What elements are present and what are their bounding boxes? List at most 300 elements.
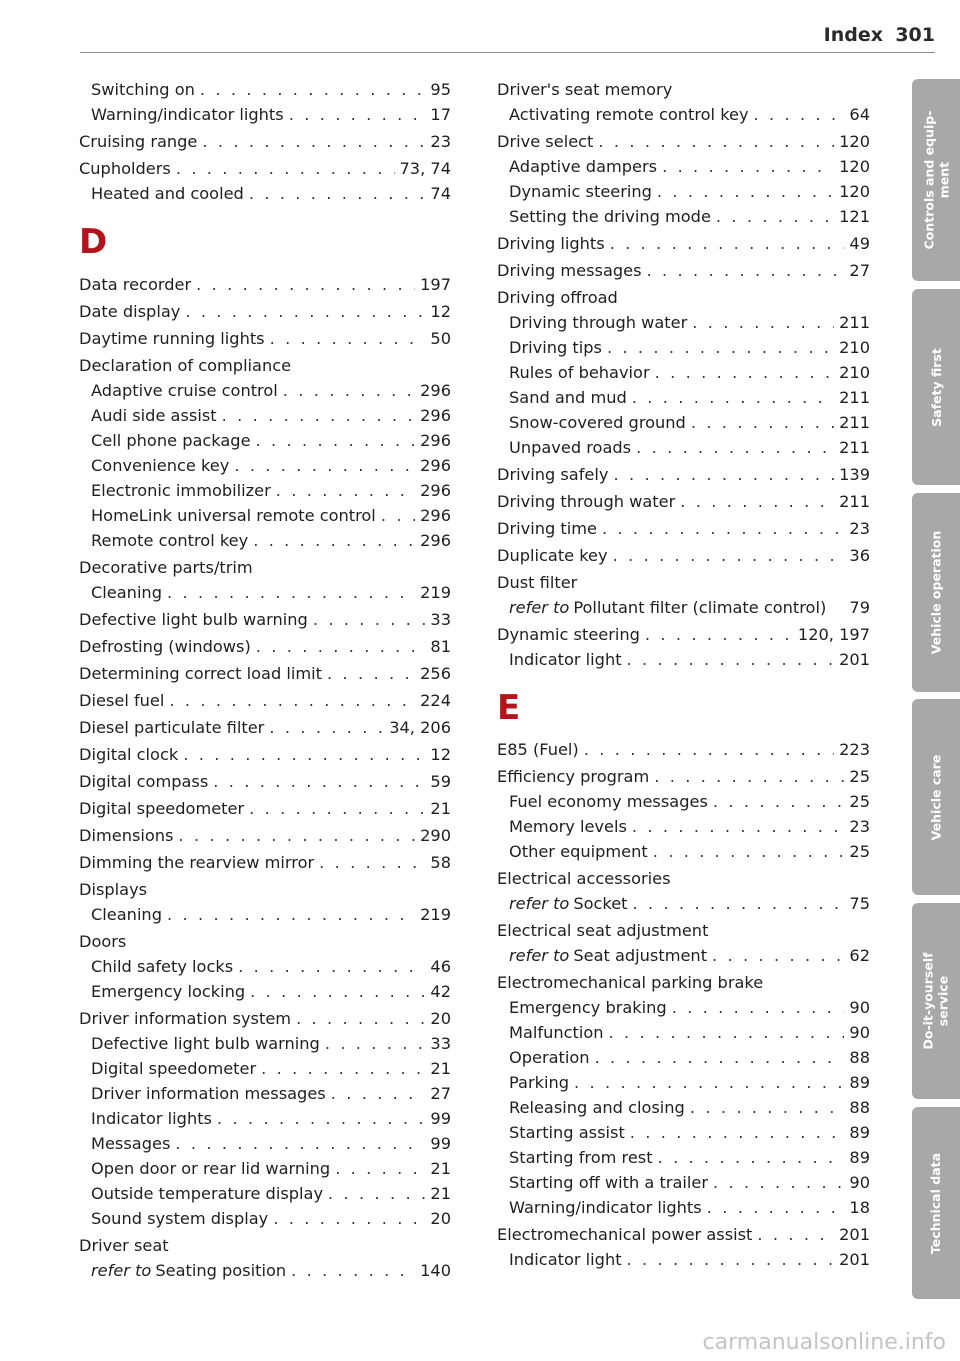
leader-dots <box>707 1195 845 1220</box>
index-term: Adaptive dampers <box>509 157 658 176</box>
leader-dots <box>249 181 426 206</box>
index-subentry[interactable] <box>497 647 870 672</box>
index-term: Digital clock <box>79 745 179 764</box>
leader-dots <box>273 1206 425 1231</box>
index-entry[interactable] <box>79 326 451 351</box>
leader-dots <box>335 1156 425 1181</box>
chapter-tab[interactable] <box>912 493 960 692</box>
index-term: Setting the driving mode <box>509 207 711 226</box>
index-term: Diesel fuel <box>79 691 165 710</box>
index-term: Dynamic steering <box>497 625 640 644</box>
page-reference: 296 <box>420 481 451 500</box>
leader-dots <box>716 204 834 229</box>
page-reference: 25 <box>849 792 870 811</box>
index-entry[interactable] <box>497 516 870 541</box>
page-reference: 211 <box>839 438 870 457</box>
index-term: Audi side assist <box>91 406 217 425</box>
page-reference: 197 <box>420 275 451 294</box>
index-entry[interactable] <box>79 129 451 154</box>
leader-dots <box>713 1170 844 1195</box>
index-entry[interactable] <box>497 866 870 891</box>
index-entry[interactable] <box>497 285 870 310</box>
index-term: Electromechanical power assist <box>497 1225 753 1244</box>
page-reference: 36 <box>849 546 870 565</box>
page-reference: 120 <box>839 132 870 151</box>
index-subentry[interactable] <box>497 1145 870 1170</box>
cross-reference-label: refer to <box>509 894 570 913</box>
chapter-tab[interactable] <box>912 289 960 485</box>
index-entry[interactable] <box>79 353 451 378</box>
leader-dots <box>602 516 844 541</box>
page-reference: 89 <box>849 1148 870 1167</box>
index-term: Driving time <box>497 519 597 538</box>
page-reference: 50 <box>430 329 451 348</box>
leader-dots <box>313 607 426 632</box>
index-term: Driver's seat memory <box>497 80 673 99</box>
leader-dots <box>645 622 793 647</box>
page-reference: 120 <box>839 182 870 201</box>
leader-dots <box>331 1081 426 1106</box>
index-subentry[interactable] <box>497 891 870 916</box>
chapter-tab[interactable] <box>912 903 960 1099</box>
leader-dots <box>595 1045 845 1070</box>
leader-dots <box>598 129 834 154</box>
index-entry[interactable] <box>79 156 451 181</box>
index-entry[interactable] <box>79 1006 451 1031</box>
index-term: Dust filter <box>497 573 578 592</box>
page-reference: 121 <box>839 207 870 226</box>
index-term: Seating position <box>155 1261 287 1280</box>
index-subentry[interactable] <box>497 179 870 204</box>
index-entry[interactable] <box>497 622 870 647</box>
index-entry[interactable] <box>79 634 451 659</box>
page-reference: 296 <box>420 456 451 475</box>
index-entry[interactable] <box>497 570 870 595</box>
leader-dots <box>196 272 415 297</box>
page-reference: 73, 74 <box>399 159 451 178</box>
leader-dots <box>658 1145 845 1170</box>
chapter-tab[interactable] <box>912 1107 960 1299</box>
page-reference: 99 <box>430 1134 451 1153</box>
index-subentry[interactable] <box>497 385 870 410</box>
leader-dots <box>261 1056 425 1081</box>
index-term: Indicator light <box>509 650 622 669</box>
index-subentry[interactable] <box>497 814 870 839</box>
index-entry[interactable] <box>79 1233 451 1258</box>
index-subentry[interactable] <box>497 102 870 127</box>
index-subentry[interactable] <box>79 478 451 503</box>
index-term: Declaration of compliance <box>79 356 292 375</box>
index-subentry[interactable] <box>497 595 870 620</box>
index-term: Adaptive cruise control <box>91 381 278 400</box>
index-term: Electrical accessories <box>497 869 671 888</box>
leader-dots <box>627 1247 835 1272</box>
index-entry[interactable] <box>79 796 451 821</box>
index-term: Other equipment <box>509 842 648 861</box>
index-entry[interactable] <box>497 737 870 762</box>
page-reference: 12 <box>430 745 451 764</box>
chapter-tab[interactable] <box>912 699 960 895</box>
leader-dots <box>283 378 415 403</box>
index-term: Electrical seat adjustment <box>497 921 709 940</box>
index-term: Starting assist <box>509 1123 625 1142</box>
index-entry[interactable] <box>79 769 451 794</box>
page-header <box>80 22 935 53</box>
leader-dots <box>636 435 834 460</box>
index-term: Digital speedometer <box>91 1059 257 1078</box>
page-reference: 99 <box>430 1109 451 1128</box>
index-subentry[interactable] <box>79 77 451 102</box>
leader-dots <box>647 258 845 283</box>
index-subentry[interactable] <box>497 204 870 229</box>
index-term: Fuel economy messages <box>509 792 708 811</box>
leader-dots <box>213 769 425 794</box>
page-reference: 59 <box>430 772 451 791</box>
leader-dots <box>296 1006 425 1031</box>
index-entry[interactable] <box>497 77 870 102</box>
index-term: Driver seat <box>79 1236 169 1255</box>
page-reference: 20 <box>430 1009 451 1028</box>
section-letter: E <box>497 688 521 728</box>
leader-dots <box>574 1070 844 1095</box>
chapter-tab-label: Vehicle operation <box>928 530 944 655</box>
index-subentry[interactable] <box>497 310 870 335</box>
page-reference: 88 <box>849 1048 870 1067</box>
page-reference: 211 <box>839 313 870 332</box>
index-term: Cupholders <box>79 159 171 178</box>
index-subentry[interactable] <box>497 1020 870 1045</box>
index-entry[interactable] <box>497 231 870 256</box>
leader-dots <box>657 179 834 204</box>
index-subentry[interactable] <box>79 1106 451 1131</box>
chapter-tab[interactable] <box>912 79 960 281</box>
index-term: Driving through water <box>497 492 676 511</box>
leader-dots <box>584 737 834 762</box>
page-reference: 89 <box>849 1123 870 1142</box>
index-term: Emergency braking <box>509 998 667 1017</box>
index-subentry[interactable] <box>497 1170 870 1195</box>
index-term: Socket <box>573 894 628 913</box>
index-subentry[interactable] <box>497 360 870 385</box>
index-term: Malfunction <box>509 1023 604 1042</box>
leader-dots <box>613 543 845 568</box>
index-term: Efficiency program <box>497 767 650 786</box>
leader-dots <box>319 850 425 875</box>
index-term: Convenience key <box>91 456 230 475</box>
index-term: Daytime running lights <box>79 329 265 348</box>
index-entry[interactable] <box>79 607 451 632</box>
page-reference: 296 <box>420 531 451 550</box>
page-reference: 25 <box>849 842 870 861</box>
index-term: Cleaning <box>91 583 162 602</box>
page-reference: 219 <box>420 583 451 602</box>
index-subentry[interactable] <box>497 839 870 864</box>
page-reference: 79 <box>849 598 870 617</box>
index-subentry[interactable] <box>497 1120 870 1145</box>
page-reference: 139 <box>839 465 870 484</box>
index-term: Dynamic steering <box>509 182 652 201</box>
page-reference: 20 <box>430 1209 451 1228</box>
index-subentry[interactable] <box>79 1131 451 1156</box>
page-reference: 27 <box>430 1084 451 1103</box>
leader-dots <box>381 503 415 528</box>
leader-dots <box>217 1106 425 1131</box>
index-subentry[interactable] <box>497 1195 870 1220</box>
index-term: Starting from rest <box>509 1148 653 1167</box>
index-term: Pollutant filter (climate control) <box>573 598 827 617</box>
leader-dots <box>175 1131 425 1156</box>
page-reference: 21 <box>430 1159 451 1178</box>
page-reference: 296 <box>420 406 451 425</box>
leader-dots <box>627 647 835 672</box>
page-reference: 88 <box>849 1098 870 1117</box>
index-term: Memory levels <box>509 817 627 836</box>
index-term: Emergency locking <box>91 982 246 1001</box>
page-reference: 25 <box>849 767 870 786</box>
index-term: Outside temperature display <box>91 1184 324 1203</box>
index-subentry[interactable] <box>79 102 451 127</box>
leader-dots <box>249 796 425 821</box>
page-reference: 90 <box>849 1173 870 1192</box>
page-number: 301 <box>895 24 935 46</box>
page-reference: 90 <box>849 1023 870 1042</box>
index-entry[interactable] <box>497 462 870 487</box>
leader-dots <box>167 902 415 927</box>
index-entry[interactable] <box>79 742 451 767</box>
index-term: Defective light bulb warning <box>79 610 308 629</box>
index-entry[interactable] <box>497 489 870 514</box>
leader-dots <box>613 462 834 487</box>
leader-dots <box>691 410 834 435</box>
index-subentry[interactable] <box>497 943 870 968</box>
leader-dots <box>754 102 845 127</box>
leader-dots <box>328 1181 425 1206</box>
leader-dots <box>713 789 845 814</box>
index-term: Starting off with a trailer <box>509 1173 709 1192</box>
index-term: Defrosting (windows) <box>79 637 251 656</box>
index-term: Driving through water <box>509 313 688 332</box>
index-subentry[interactable] <box>79 453 451 478</box>
page-reference: 210 <box>839 363 870 382</box>
index-subentry[interactable] <box>497 435 870 460</box>
index-subentry[interactable] <box>79 1156 451 1181</box>
page-reference: 296 <box>420 431 451 450</box>
page-reference: 90 <box>849 998 870 1017</box>
index-term: Remote control key <box>91 531 249 550</box>
chapter-tab-label: Technical data <box>928 1152 944 1254</box>
index-subentry[interactable] <box>79 902 451 927</box>
index-term: Messages <box>91 1134 171 1153</box>
leader-dots <box>234 453 415 478</box>
index-entry[interactable] <box>79 299 451 324</box>
leader-dots <box>269 715 384 740</box>
leader-dots <box>222 403 415 428</box>
index-term: Cruising range <box>79 132 198 151</box>
index-subentry[interactable] <box>79 528 451 553</box>
index-subentry[interactable] <box>79 503 451 528</box>
page-reference: 296 <box>420 381 451 400</box>
index-term: Displays <box>79 880 148 899</box>
index-subentry[interactable] <box>497 1070 870 1095</box>
index-entry[interactable] <box>79 823 451 848</box>
leader-dots <box>680 489 834 514</box>
index-subentry[interactable] <box>79 954 451 979</box>
index-subentry[interactable] <box>497 154 870 179</box>
index-entry[interactable] <box>79 555 451 580</box>
page-reference: 211 <box>839 388 870 407</box>
index-subentry[interactable] <box>497 789 870 814</box>
leader-dots <box>202 129 425 154</box>
index-term: Diesel particulate filter <box>79 718 265 737</box>
index-entry[interactable] <box>79 877 451 902</box>
leader-dots <box>327 661 415 686</box>
index-subentry[interactable] <box>497 1095 870 1120</box>
page-reference: 46 <box>430 957 451 976</box>
page-reference: 17 <box>430 105 451 124</box>
index-term: Decorative parts/trim <box>79 558 253 577</box>
index-term: Cell phone package <box>91 431 251 450</box>
page-reference: 42 <box>430 982 451 1001</box>
leader-dots <box>607 335 834 360</box>
page-reference: 64 <box>849 105 870 124</box>
index-subentry[interactable] <box>79 378 451 403</box>
leader-dots <box>250 979 425 1004</box>
page-reference: 140 <box>420 1261 451 1280</box>
leader-dots <box>692 310 834 335</box>
leader-dots <box>757 1222 834 1247</box>
leader-dots <box>176 156 395 181</box>
index-term: Parking <box>509 1073 570 1092</box>
page-reference: 219 <box>420 905 451 924</box>
index-entry[interactable] <box>497 970 870 995</box>
index-subentry[interactable] <box>79 1181 451 1206</box>
index-subentry[interactable] <box>497 335 870 360</box>
index-term: Driving lights <box>497 234 605 253</box>
index-term: Drive select <box>497 132 594 151</box>
index-subentry[interactable] <box>79 580 451 605</box>
index-entry[interactable] <box>497 543 870 568</box>
index-subentry[interactable] <box>79 181 451 206</box>
page-reference: 224 <box>420 691 451 710</box>
index-term: Driving safely <box>497 465 609 484</box>
page-reference: 211 <box>839 492 870 511</box>
leader-dots <box>662 154 834 179</box>
index-term: Driver information system <box>79 1009 292 1028</box>
index-subentry[interactable] <box>79 1206 451 1231</box>
page-reference: 223 <box>839 740 870 759</box>
page-reference: 89 <box>849 1073 870 1092</box>
page-reference: 81 <box>430 637 451 656</box>
page-reference: 27 <box>849 261 870 280</box>
index-subentry[interactable] <box>79 1056 451 1081</box>
page-reference: 201 <box>839 1250 870 1269</box>
index-term: Dimensions <box>79 826 174 845</box>
index-term: Driving messages <box>497 261 642 280</box>
index-entry[interactable] <box>497 918 870 943</box>
index-term: Rules of behavior <box>509 363 650 382</box>
index-term: Activating remote control key <box>509 105 749 124</box>
page-reference: 58 <box>430 853 451 872</box>
leader-dots <box>633 891 845 916</box>
index-entry[interactable] <box>79 715 451 740</box>
watermark: carmanualsonline.info <box>702 1330 946 1355</box>
page-reference: 12 <box>430 302 451 321</box>
page-reference: 34, 206 <box>389 718 451 737</box>
leader-dots <box>238 954 425 979</box>
index-entry[interactable] <box>497 764 870 789</box>
page-reference: 290 <box>420 826 451 845</box>
index-entry[interactable] <box>497 1222 870 1247</box>
index-term: HomeLink universal remote control <box>91 506 376 525</box>
index-entry[interactable] <box>79 688 451 713</box>
index-term: Electronic immobilizer <box>91 481 271 500</box>
index-entry[interactable] <box>79 850 451 875</box>
page-reference: 21 <box>430 1059 451 1078</box>
page-reference: 296 <box>420 506 451 525</box>
leader-dots <box>291 1258 415 1283</box>
page-reference: 75 <box>849 894 870 913</box>
index-entry[interactable] <box>79 272 451 297</box>
index-term: Duplicate key <box>497 546 608 565</box>
index-entry[interactable] <box>79 929 451 954</box>
page-reference: 33 <box>430 1034 451 1053</box>
page-reference: 62 <box>849 946 870 965</box>
leader-dots <box>325 1031 426 1056</box>
index-entry[interactable] <box>497 129 870 154</box>
index-subentry[interactable] <box>79 979 451 1004</box>
index-term: Switching on <box>91 80 195 99</box>
chapter-tab-label: Do-it-yourself service <box>921 952 952 1050</box>
index-subentry[interactable] <box>79 1258 451 1283</box>
leader-dots <box>200 77 426 102</box>
leader-dots <box>169 688 415 713</box>
index-term: Releasing and closing <box>509 1098 685 1117</box>
page-reference: 120 <box>839 157 870 176</box>
index-entry[interactable] <box>497 258 870 283</box>
index-subentry[interactable] <box>497 995 870 1020</box>
index-term: Warning/indicator lights <box>509 1198 702 1217</box>
index-term: Indicator lights <box>91 1109 212 1128</box>
index-term: Warning/indicator lights <box>91 105 284 124</box>
index-term: Cleaning <box>91 905 162 924</box>
index-subentry[interactable] <box>497 1247 870 1272</box>
leader-dots <box>609 1020 845 1045</box>
index-subentry[interactable] <box>79 1031 451 1056</box>
chapter-tab-label: Vehicle care <box>928 754 944 840</box>
index-term: Data recorder <box>79 275 192 294</box>
index-term: Snow-covered ground <box>509 413 686 432</box>
leader-dots <box>690 1095 845 1120</box>
index-term: Unpaved roads <box>509 438 632 457</box>
leader-dots <box>672 995 845 1020</box>
page-reference: 23 <box>430 132 451 151</box>
index-entry[interactable] <box>79 661 451 686</box>
leader-dots <box>632 385 834 410</box>
section-letter: D <box>79 222 108 262</box>
index-subentry[interactable] <box>79 1081 451 1106</box>
index-subentry[interactable] <box>497 410 870 435</box>
index-term: Defective light bulb warning <box>91 1034 320 1053</box>
index-term: Determining correct load limit <box>79 664 322 683</box>
index-subentry[interactable] <box>79 428 451 453</box>
index-term: Heated and cooled <box>91 184 244 203</box>
index-subentry[interactable] <box>497 1045 870 1070</box>
index-subentry[interactable] <box>79 403 451 428</box>
leader-dots <box>630 1120 845 1145</box>
cross-reference-label: refer to <box>509 598 570 617</box>
page-reference: 120, 197 <box>797 625 870 644</box>
index-term: Digital compass <box>79 772 209 791</box>
